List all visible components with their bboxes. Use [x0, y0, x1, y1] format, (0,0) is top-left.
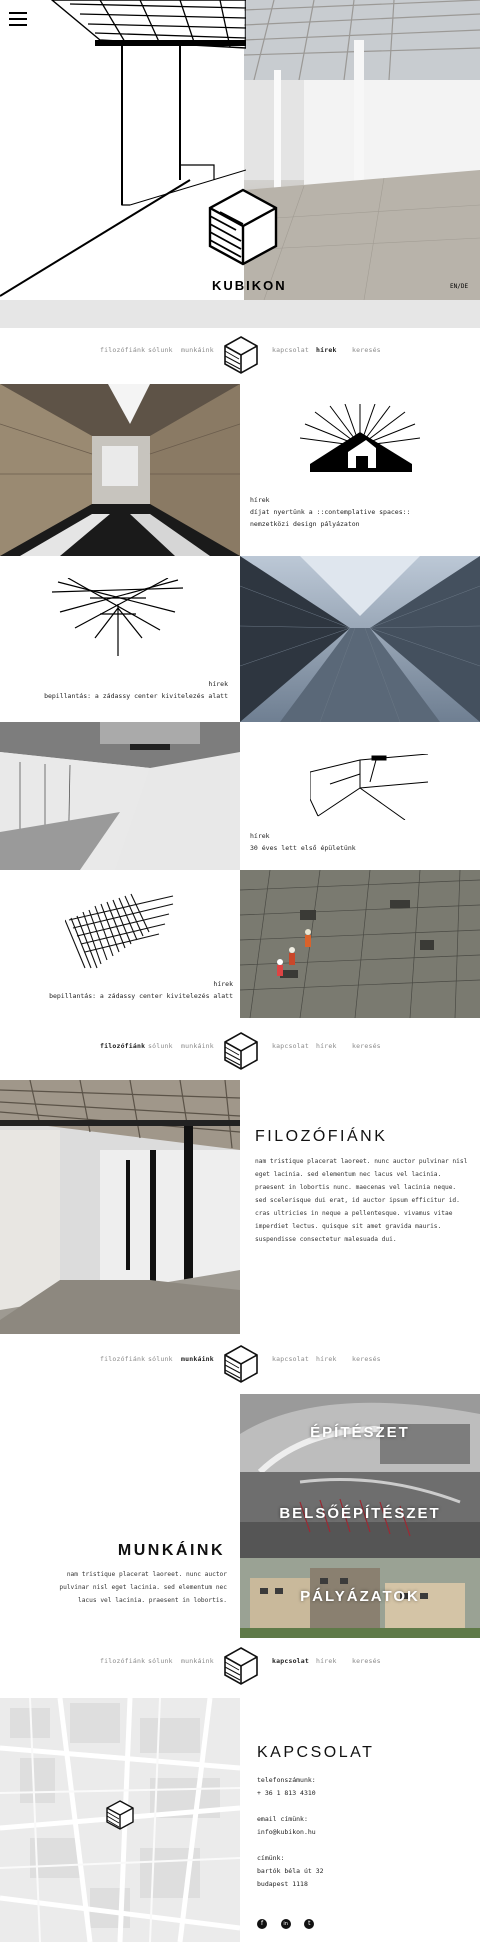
works-title: MUNKÁINK: [117, 1542, 225, 1559]
news-tag: hírek: [250, 496, 270, 504]
nav-item-contact[interactable]: kapcsolat: [272, 346, 310, 354]
news-caption-4: [49, 978, 233, 1002]
hamburger-icon[interactable]: [9, 12, 27, 27]
location-map[interactable]: [0, 1698, 240, 1942]
news-caption-1: [250, 494, 410, 530]
nav-item-news[interactable]: hírek: [316, 346, 337, 354]
nav-item-about[interactable]: sólunk: [148, 1042, 173, 1050]
nav-item-philosophy[interactable]: filozófiánk: [100, 346, 146, 354]
language-switch[interactable]: EN/DE: [450, 283, 469, 290]
news-text: bepillantás: a zádassy center kivitelezés alatt: [49, 992, 233, 1000]
linkedin-icon[interactable]: in: [281, 1919, 291, 1929]
nav-item-search[interactable]: keresés: [352, 1355, 381, 1363]
tile-label-architecture: ÉPÍTÉSZET: [310, 1424, 410, 1441]
cube-logo-icon[interactable]: [223, 335, 259, 375]
cube-logo-icon[interactable]: [223, 1344, 259, 1384]
nav-item-philosophy[interactable]: filozófiánk: [100, 1355, 146, 1363]
news-photo-corridor[interactable]: [0, 384, 240, 556]
works-text: nam tristique placerat laoreet. nunc auctor pulvinar nisl eget lacinia. sed elementum nec lacus vel lacinia. praesent in lobortis.: [59, 1571, 227, 1604]
cube-logo-icon[interactable]: [223, 1646, 259, 1686]
facebook-icon[interactable]: f: [257, 1919, 267, 1929]
nav-item-news[interactable]: hírek: [316, 1355, 337, 1363]
phone-value[interactable]: + 36 1 813 4310: [257, 1789, 316, 1797]
nav-item-search[interactable]: keresés: [352, 346, 381, 354]
address-line: bartók béla út 32: [257, 1867, 324, 1875]
brand-name: KUBIKON: [212, 278, 287, 293]
works-tile-competitions[interactable]: [240, 1558, 480, 1638]
nav-item-about[interactable]: sólunk: [148, 1657, 173, 1665]
main-nav: [0, 331, 480, 375]
contact-details: [257, 1774, 324, 1891]
nav-item-contact[interactable]: kapcsolat: [272, 1657, 310, 1665]
works-section: [0, 1394, 480, 1638]
news-text: 30 éves lett első épületünk: [250, 844, 356, 852]
news-card-3[interactable]: [240, 722, 480, 870]
address-line: budapest 1118: [257, 1880, 308, 1888]
philosophy-photo: [0, 1080, 240, 1334]
tile-label-competitions: PÁLYÁZATOK: [300, 1588, 420, 1605]
nav-item-about[interactable]: sólunk: [148, 1355, 173, 1363]
email-label: email címünk:: [257, 1815, 308, 1823]
nav-item-works[interactable]: munkáink: [181, 346, 214, 354]
works-tile-architecture[interactable]: [240, 1394, 480, 1472]
separator-band: [0, 300, 480, 328]
section-nav-philosophy: [0, 1027, 480, 1071]
hero: [0, 0, 480, 300]
news-text: nemzetközi design pályázaton: [250, 520, 360, 528]
news-text: bepillantás: a zádassy center kivitelezés alatt: [44, 692, 228, 700]
philosophy-title: FILOZÓFIÁNK: [255, 1128, 388, 1145]
section-nav-contact: [0, 1642, 480, 1686]
philosophy-text: nam tristique placerat laoreet. nunc auctor pulvinar nisl eget lacinia. sed elementum nec lacus vel lacinia. praesent in lobortis nunc. maecenas vel lacinia neque. sed scelerisque dui erat, id auctor ipsum efficitur id. cras ultricies in neque a pellentesque. vivamus vitae imperdiet lectus. quisque sit amet gravida mauris. suspendisse consectetur malesuada dui.: [255, 1158, 468, 1243]
nav-item-news[interactable]: hírek: [316, 1042, 337, 1050]
news-photo-construction[interactable]: [240, 870, 480, 1018]
news-tag: hírek: [250, 832, 270, 840]
news-tag: hírek: [208, 680, 228, 688]
news-text: díjat nyertünk a ::contemplative spaces::: [250, 508, 411, 516]
nav-item-works[interactable]: munkáink: [181, 1355, 214, 1363]
news-tag: hírek: [213, 980, 233, 988]
canopy-drawing: [50, 578, 185, 658]
section-nav-works: [0, 1340, 480, 1384]
interior-drawing: [310, 754, 430, 820]
nav-item-news[interactable]: hírek: [316, 1657, 337, 1665]
award-drawing: [300, 404, 420, 484]
contact-title: KAPCSOLAT: [257, 1744, 375, 1761]
nav-item-contact[interactable]: kapcsolat: [272, 1355, 310, 1363]
news-card-4[interactable]: [0, 870, 240, 1018]
nav-item-works[interactable]: munkáink: [181, 1042, 214, 1050]
contact-section: [0, 1698, 480, 1942]
nav-item-philosophy[interactable]: filozófiánk: [100, 1042, 146, 1050]
nav-item-about[interactable]: sólunk: [148, 346, 173, 354]
news-caption-3: [250, 830, 356, 854]
tile-label-interior: BELSŐÉPÍTÉSZET: [279, 1505, 441, 1522]
nav-item-search[interactable]: keresés: [352, 1042, 381, 1050]
nav-item-works[interactable]: munkáink: [181, 1657, 214, 1665]
news-card-2[interactable]: [0, 556, 240, 722]
twitter-icon[interactable]: t: [304, 1919, 314, 1929]
address-label: címünk:: [257, 1854, 285, 1862]
nav-item-philosophy[interactable]: filozófiánk: [100, 1657, 146, 1665]
news-caption-2: [44, 678, 228, 702]
news-card-1[interactable]: [240, 384, 480, 556]
news-photo-building[interactable]: [0, 722, 240, 870]
nav-item-contact[interactable]: kapcsolat: [272, 1042, 310, 1050]
email-link[interactable]: info@kubikon.hu: [257, 1828, 316, 1836]
cube-logo-icon[interactable]: [223, 1031, 259, 1071]
hero-photo: [244, 0, 480, 300]
social-links: [257, 1910, 314, 1929]
kubikon-logo-icon[interactable]: [208, 188, 278, 272]
lines-drawing: [65, 890, 175, 970]
news-photo-towers[interactable]: [240, 556, 480, 722]
works-tile-interior[interactable]: [240, 1472, 480, 1558]
philosophy-section: [0, 1080, 480, 1334]
nav-item-search[interactable]: keresés: [352, 1657, 381, 1665]
phone-label: telefonszámunk:: [257, 1776, 316, 1784]
